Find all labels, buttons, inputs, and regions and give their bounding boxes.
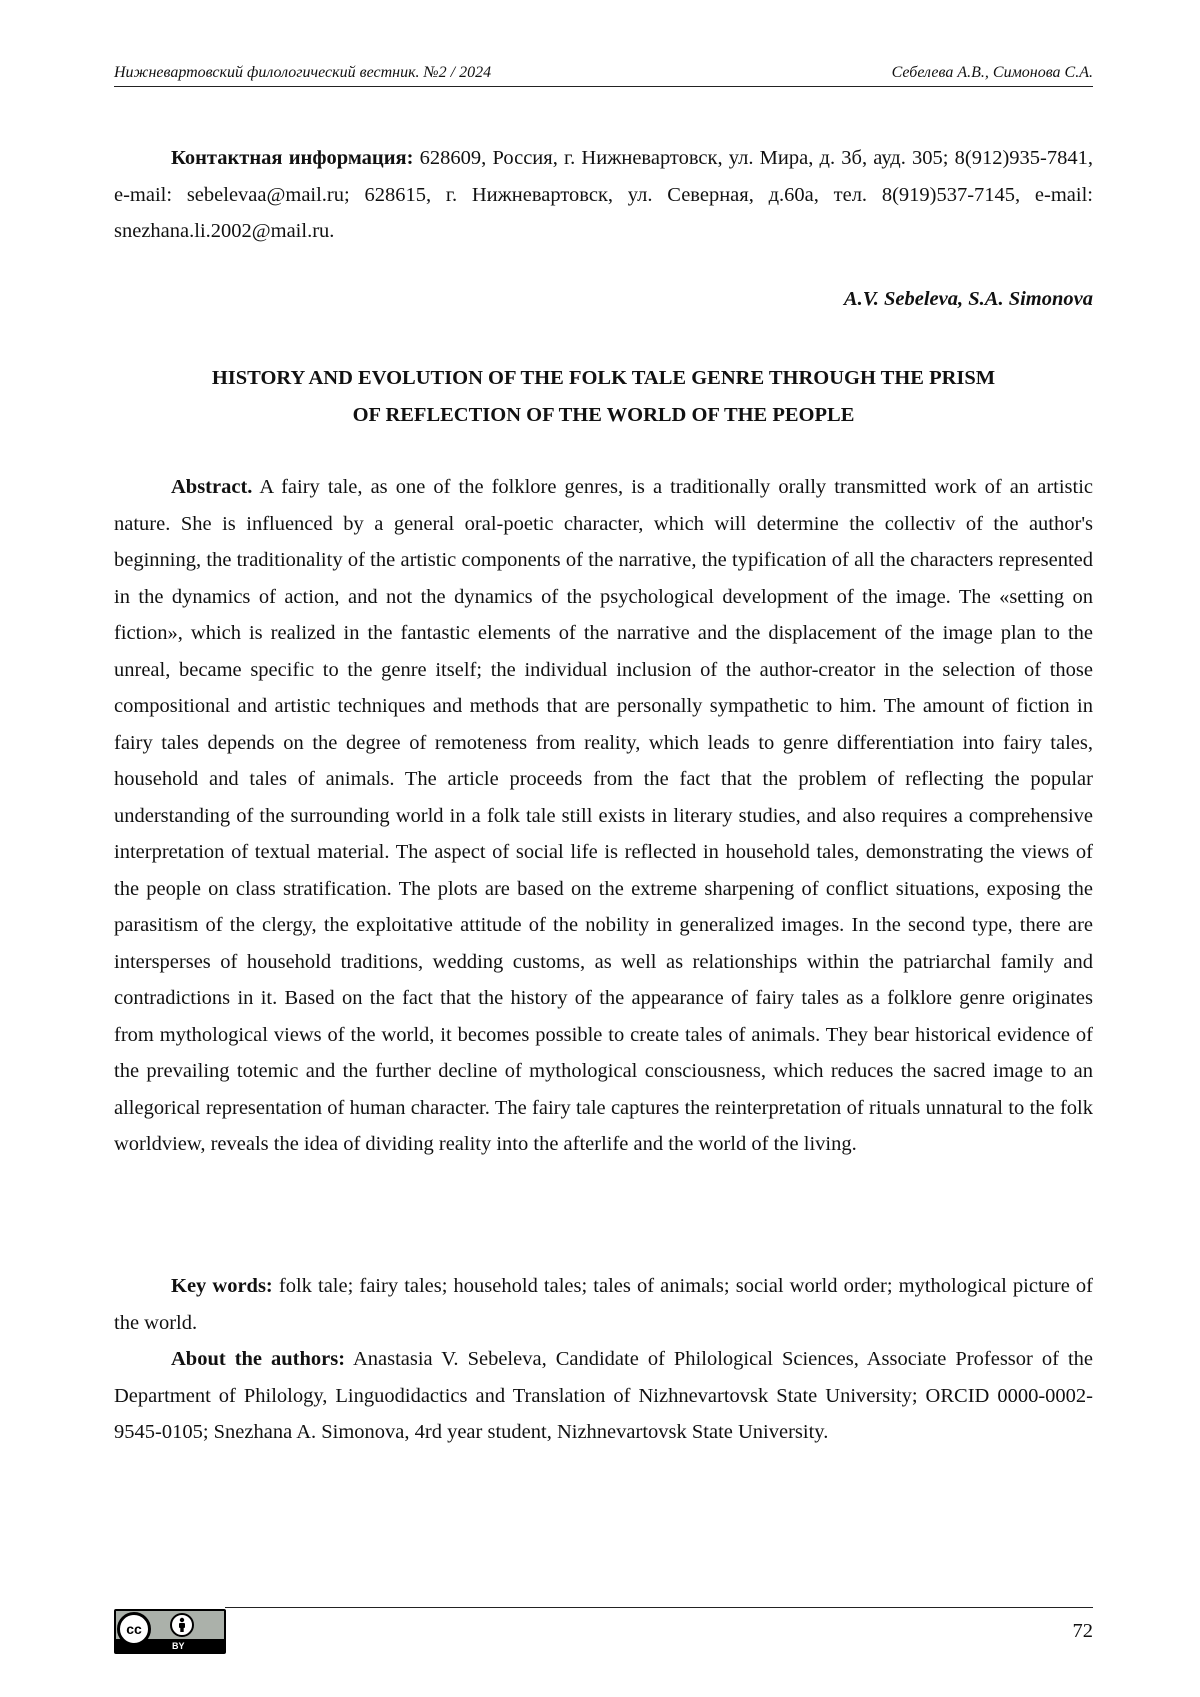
keywords-label: Key words: bbox=[171, 1275, 273, 1297]
contact-label: Контактная информация: bbox=[171, 147, 414, 169]
about-label: About the authors: bbox=[171, 1348, 346, 1370]
cc-by-license-badge bbox=[114, 1609, 226, 1654]
by-label: BY bbox=[172, 1641, 185, 1651]
journal-title: Нижневартовский филологический вестник. №2 / 2024 bbox=[114, 64, 492, 81]
cc-icon: cc bbox=[117, 1612, 151, 1646]
abstract bbox=[114, 469, 1093, 1163]
title-line-1: HISTORY AND EVOLUTION OF THE FOLK TALE GENRE THROUGH THE PRISM bbox=[211, 367, 996, 389]
running-header bbox=[114, 60, 1093, 87]
contact-text: 628609, Россия, г. Нижневартовск, ул. Мира, д. 3б, ауд. 305; 8(912)935-7841, e-mail: sebelevaa@mail.ru; 628615, г. Нижневартовск, ул. Северная, д.60а, тел. 8(919)537-7145, e-mail: snezhana.li.2002@mail.ru. bbox=[114, 147, 1093, 242]
attribution-icon bbox=[170, 1613, 194, 1637]
footer-divider bbox=[225, 1607, 1093, 1608]
about-text: Anastasia V. Sebeleva, Candidate of Philological Sciences, Associate Professor of the Department of Philology, Linguodidactics and Translation of Nizhnevartovsk State University; ORCID 0000-0002-9545-0105; Snezhana A. Simonova, 4rd year student, Nizhnevartovsk State University. bbox=[114, 1348, 1093, 1443]
authors-english: A.V. Sebeleva, S.A. Simonova bbox=[843, 288, 1093, 310]
abstract-label: Abstract. bbox=[171, 476, 253, 498]
abstract-text: A fairy tale, as one of the folklore genres, is a traditionally orally transmitted work of an artistic nature. She is influenced by a general oral-poetic character, which will determine the collectiv of the author's beginning, the traditionality of the artistic components of the narrative, the typification of all the characters represented in the dynamics of action, and not the dynamics of the psychological development of the image. The «setting on fiction», which is realized in the fantastic elements of the narrative and the displacement of the image plan to the unreal, became specific to the genre itself; the individual inclusion of the author-creator in the selection of those compositional and artistic techniques and methods that are personally sympathetic to him. The amount of fiction in fairy tales depends on the degree of remoteness from reality, which leads to genre differentiation into fairy tales, household and tales of animals. The article proceeds from the fact that the problem of reflecting the popular understanding of the surrounding world in a folk tale still exists in literary studies, and also requires a comprehensive interpretation of textual material. The aspect of social life is reflected in household tales, demonstrating the views of the people on class stratification. The plots are based on the extreme sharpening of conflict situations, exposing the parasitism of the clergy, the exploitative attitude of the nobility in generalized images. In the second type, there are intersperses of household traditions, wedding customs, as well as relationships within the patriarchal family and contradictions in it. Based on the fact that the history of the appearance of fairy tales as a folklore genre originates from mythological views of the world, it becomes possible to create tales of animals. They bear historical evidence of the prevailing totemic and the further decline of mythological consciousness, which reduces the sacred image to an allegorical representation of human character. The fairy tale captures the reinterpretation of rituals unnatural to the folk worldview, reveals the idea of dividing reality into the afterlife and the world of the living. bbox=[114, 476, 1093, 1155]
contact-info bbox=[114, 140, 1093, 250]
keywords bbox=[114, 1268, 1093, 1341]
article-title bbox=[114, 360, 1093, 433]
title-line-2: OF REFLECTION OF THE WORLD OF THE PEOPLE bbox=[352, 403, 855, 426]
about-authors bbox=[114, 1341, 1093, 1451]
page-number: 72 bbox=[1072, 1620, 1093, 1642]
keywords-text: folk tale; fairy tales; household tales; tales of animals; social world order; mythological picture of the world. bbox=[114, 1275, 1093, 1334]
header-authors: Себелева А.В., Симонова С.А. bbox=[891, 64, 1093, 81]
